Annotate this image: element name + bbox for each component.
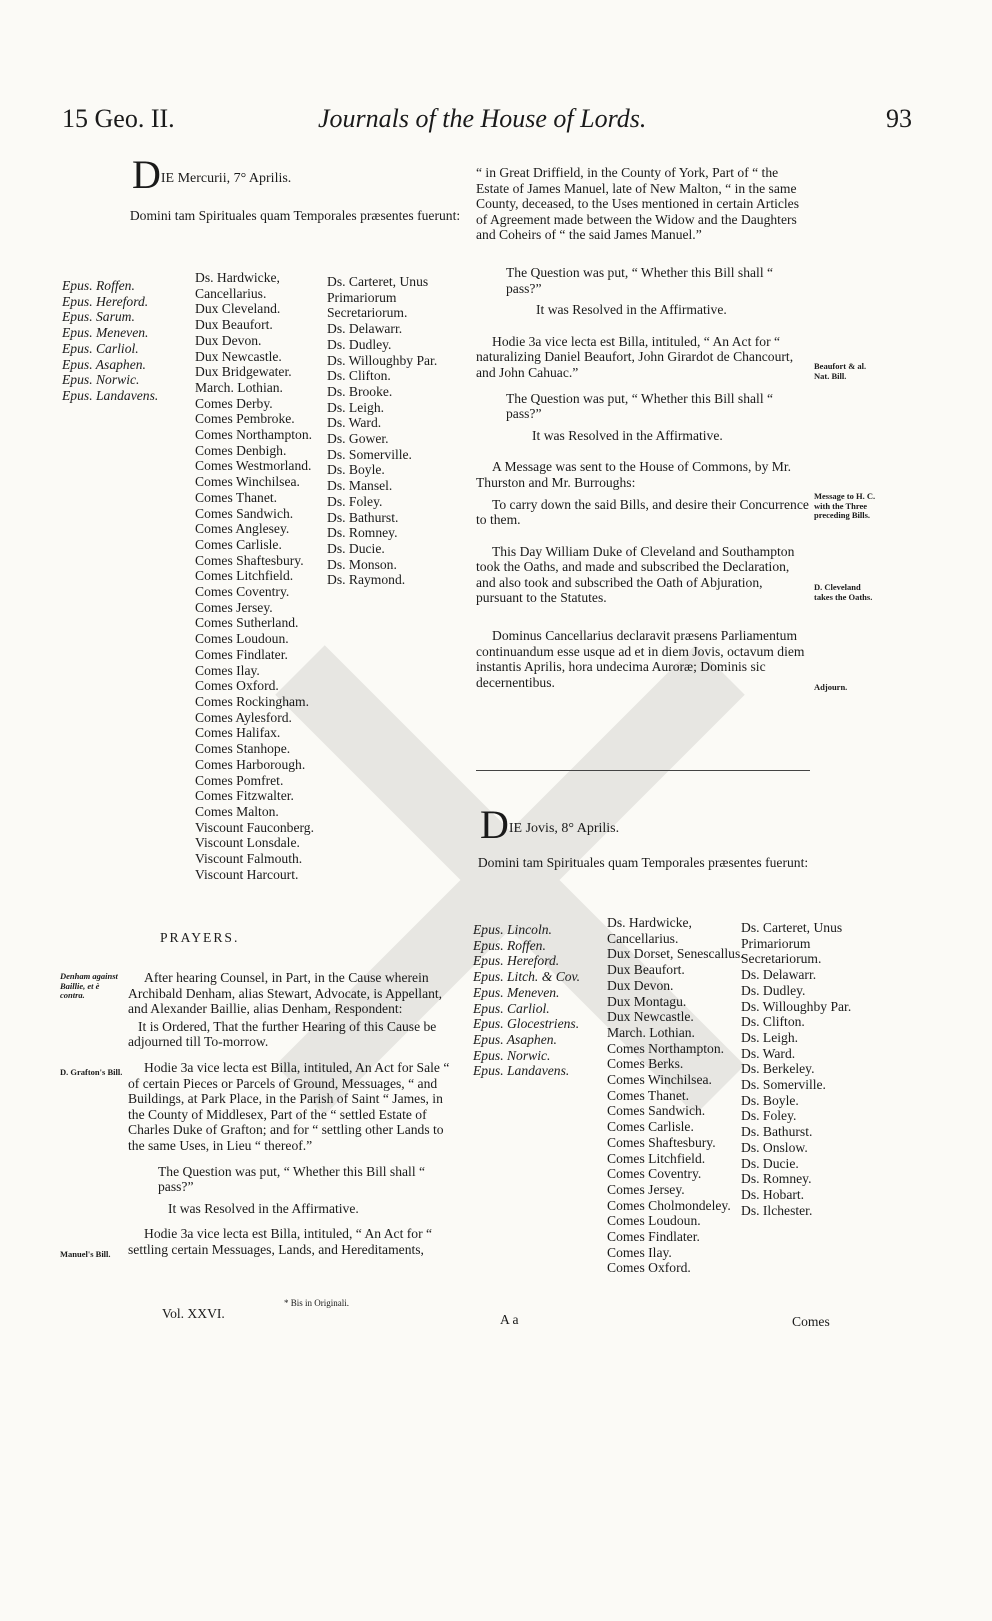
- baron-entry: Ds. Brooke.: [327, 383, 393, 399]
- day1-title: [132, 152, 292, 197]
- peer-entry: March. Lothian.: [195, 379, 283, 395]
- peer-entry: Dux Newcastle.: [195, 348, 282, 364]
- peer-entry: Comes Shaftesbury.: [195, 552, 304, 568]
- peer-entry: Comes Aylesford.: [195, 709, 292, 725]
- margin-note-denham: Denham against Baillie, et è contra.: [60, 971, 118, 1000]
- day1-title-initial: D: [132, 152, 161, 197]
- baron-entry: Ds. Delawarr.: [741, 967, 817, 983]
- peer-entry: Dux Dorset, Senescallus.: [607, 946, 744, 962]
- peer-entry: Ds. Hardwicke, Cancellarius.: [195, 270, 280, 301]
- bishop-entry: Epus. Sarum.: [62, 309, 135, 325]
- margin-note-manuel: Manuel's Bill.: [60, 1249, 111, 1259]
- peer-entry: Comes Coventry.: [607, 1166, 702, 1182]
- peer-entry: Comes Westmorland.: [195, 458, 312, 474]
- peer-entry: Comes Northampton.: [607, 1040, 725, 1056]
- peer-entry: Comes Jersey.: [195, 599, 273, 615]
- baron-entry: Ds. Leigh.: [741, 1029, 799, 1045]
- margin-note-cleveland: D. Cleveland takes the Oaths.: [814, 582, 873, 602]
- resolved-1: It was Resolved in the Affirmative.: [536, 302, 727, 318]
- bishop-entry: Epus. Norwic.: [62, 372, 140, 388]
- catchword: Comes: [792, 1314, 830, 1329]
- baron-entry: Ds. Carteret, Unus Primariorum Secretariorum.: [327, 274, 429, 321]
- bishop-entry: Epus. Landavens.: [473, 1063, 570, 1079]
- peer-entry: Comes Sandwich.: [607, 1103, 706, 1119]
- manuel-bill-paragraph: Hodie 3a vice lecta est Billa, intituled, “ An Act for “ settling certain Messuages, Lands, and Hereditaments,: [128, 1226, 433, 1257]
- peer-entry: Comes Coventry.: [195, 584, 290, 600]
- peer-entry: Comes Stanhope.: [195, 741, 291, 757]
- margin-note-beaufort: Beaufort & al. Nat. Bill.: [814, 361, 867, 381]
- baron-entry: Ds. Foley.: [741, 1108, 797, 1124]
- baron-entry: Ds. Somerville.: [741, 1077, 826, 1093]
- resolved-paragraph: It was Resolved in the Affirmative.: [168, 1200, 359, 1216]
- baron-entry: Ds. Ward.: [327, 415, 382, 431]
- cleveland-oaths-paragraph: This Day William Duke of Cleveland and Southampton took the Oaths, and made and subscribed the Declaration, and also took and subscribed the Oath of Abjuration, pursuant to the Statutes.: [476, 543, 795, 606]
- peer-entry: Comes Pembroke.: [195, 411, 295, 427]
- denham-paragraph: After hearing Counsel, in Part, in the Cause wherein Archibald Denham, alias Stewart, Advocate, is Appellant, and Alexander Baillie, alias Denham, Respondent:: [128, 970, 443, 1017]
- day2-peers-list: [607, 915, 744, 1276]
- peer-entry: Comes Harborough.: [195, 756, 306, 772]
- day1-present-line: Domini tam Spirituales quam Temporales præsentes fuerunt:: [129, 208, 461, 223]
- baron-entry: Ds. Onslow.: [741, 1139, 808, 1155]
- bishop-entry: Epus. Glocestriens.: [473, 1016, 580, 1032]
- margin-note-grafton: D. Grafton's Bill.: [60, 1067, 123, 1077]
- adjournment-paragraph: Dominus Cancellarius declaravit præsens Parliamentum continuandum esse usque ad et in diem Jovis, octavum diem instantis Aprilis, hora undecima Auroræ; Dominis sic decernentibus.: [476, 628, 805, 690]
- baron-entry: Ds. Mansel.: [327, 478, 393, 494]
- margin-note-message: Message to H. C. with the Three preceding Bills.: [814, 491, 876, 520]
- peer-entry: Comes Winchilsea.: [607, 1072, 712, 1088]
- baron-entry: Ds. Leigh.: [327, 399, 385, 415]
- question-paragraph: The Question was put, “ Whether this Bill shall “ pass?”: [158, 1163, 426, 1195]
- peer-entry: Viscount Fauconberg.: [195, 819, 314, 835]
- bishop-entry: Epus. Norwic.: [473, 1047, 551, 1063]
- message-purpose: To carry down the said Bills, and desire their Concurrence to them.: [476, 496, 809, 528]
- peer-entry: Comes Ilay.: [195, 662, 260, 678]
- peer-entry: Comes Findlater.: [195, 646, 288, 662]
- day2-title: [480, 802, 620, 847]
- peer-entry: Comes Litchfield.: [195, 568, 294, 584]
- peer-entry: Comes Thanet.: [607, 1087, 690, 1103]
- day2-barons-list: [741, 920, 869, 1218]
- baron-entry: Ds. Romney.: [327, 525, 398, 541]
- margin-note-adjourn: Adjourn.: [814, 682, 848, 692]
- peer-entry: Comes Denbigh.: [195, 442, 287, 458]
- baron-entry: Ds. Dudley.: [741, 982, 806, 998]
- peer-entry: Comes Loudoun.: [607, 1213, 701, 1229]
- day1-barons-list: [327, 274, 455, 588]
- page-header-title: Journals of the House of Lords.: [318, 104, 647, 133]
- bishop-entry: Epus. Asaphen.: [473, 1031, 557, 1047]
- peer-entry: Dux Bridgewater.: [195, 364, 292, 380]
- left-body: [128, 970, 462, 1258]
- right-body: [476, 165, 810, 690]
- baron-entry: Ds. Monson.: [327, 556, 397, 572]
- peer-entry: Comes Litchfield.: [607, 1150, 706, 1166]
- peer-entry: Comes Winchilsea.: [195, 474, 300, 490]
- bishop-entry: Epus. Meneven.: [473, 984, 560, 1000]
- peer-entry: Comes Malton.: [195, 803, 279, 819]
- peer-entry: Comes Carlisle.: [607, 1119, 694, 1135]
- bishop-entry: Epus. Carliol.: [473, 1000, 550, 1016]
- day2-title-rest: IE Jovis, 8° Aprilis.: [508, 821, 620, 836]
- peer-entry: Viscount Lonsdale.: [195, 835, 300, 851]
- grafton-bill-paragraph: Hodie 3a vice lecta est Billa, intituled, An Act for Sale “ of certain Pieces or Parcels of Ground, Messuages, “ and Buildings, at Park Place, in the Parish of Saint “ James, in the County of Middlesex, Part of the “ settled Estate of Charles Duke of Grafton; and for “ settling other Lands to the same Uses, in Lieu “ thereof.”: [128, 1059, 450, 1153]
- baron-entry: Ds. Ward.: [741, 1045, 796, 1061]
- bishop-entry: Epus. Hereford.: [473, 953, 560, 969]
- peer-entry: Comes Sandwich.: [195, 505, 294, 521]
- baron-entry: Ds. Willoughby Par.: [327, 352, 438, 368]
- peer-entry: Comes Northampton.: [195, 427, 313, 443]
- peer-entry: Dux Montagu.: [607, 993, 687, 1009]
- peer-entry: Viscount Harcourt.: [195, 866, 299, 882]
- peer-entry: Dux Cleveland.: [195, 301, 281, 317]
- footnote: * Bis in Originali.: [284, 1298, 349, 1308]
- peer-entry: Comes Berks.: [607, 1056, 684, 1072]
- baron-entry: Ds. Dudley.: [327, 336, 392, 352]
- peer-entry: Comes Pomfret.: [195, 772, 284, 788]
- baron-entry: Ds. Carteret, Unus Primariorum Secretariorum.: [741, 920, 843, 967]
- baron-entry: Ds. Ilchester.: [741, 1202, 813, 1218]
- baron-entry: Ds. Gower.: [327, 431, 389, 447]
- message-paragraph: A Message was sent to the House of Commons, by Mr. Thurston and Mr. Burroughs:: [476, 459, 792, 490]
- peer-entry: Viscount Falmouth.: [195, 851, 303, 867]
- peer-entry: Comes Anglesey.: [195, 521, 290, 537]
- baron-entry: Ds. Somerville.: [327, 446, 412, 462]
- baron-entry: Ds. Clifton.: [741, 1014, 805, 1030]
- page-header-reign: 15 Geo. II.: [62, 104, 175, 133]
- order-paragraph: It is Ordered, That the further Hearing of this Cause be adjourned till To-morrow.: [128, 1018, 437, 1050]
- bishop-entry: Epus. Roffen.: [473, 937, 546, 953]
- peer-entry: Comes Halifax.: [195, 725, 281, 741]
- baron-entry: Ds. Foley.: [327, 493, 383, 509]
- baron-entry: Ds. Ducie.: [327, 540, 385, 556]
- bishop-entry: Epus. Hereford.: [62, 293, 149, 309]
- peer-entry: Dux Newcastle.: [607, 1009, 694, 1025]
- peer-entry: Dux Beaufort.: [195, 317, 273, 333]
- baron-entry: Ds. Bathurst.: [741, 1124, 813, 1140]
- volume-label: Vol. XXVI.: [162, 1306, 225, 1321]
- baron-entry: Ds. Clifton.: [327, 368, 391, 384]
- peer-entry: Comes Sutherland.: [195, 615, 299, 631]
- day2-present-line: Domini tam Spirituales quam Temporales præsentes fuerunt:: [477, 855, 809, 870]
- peer-entry: Comes Rockingham.: [195, 693, 310, 709]
- peer-entry: Ds. Hardwicke, Cancellarius.: [607, 915, 692, 946]
- baron-entry: Ds. Boyle.: [741, 1092, 799, 1108]
- baron-entry: Ds. Bathurst.: [327, 509, 399, 525]
- peer-entry: Comes Ilay.: [607, 1244, 672, 1260]
- peer-entry: Dux Devon.: [195, 332, 262, 348]
- resolved-2: It was Resolved in the Affirmative.: [532, 427, 723, 443]
- peer-entry: March. Lothian.: [607, 1024, 695, 1040]
- bishop-entry: Epus. Landavens.: [62, 387, 159, 403]
- peer-entry: Comes Shaftesbury.: [607, 1134, 716, 1150]
- beaufort-bill-paragraph: Hodie 3a vice lecta est Billa, intituled, “ An Act for “ naturalizing Daniel Beaufort, John Girardot de Chancourt, and John Cahuac.”: [476, 333, 794, 380]
- baron-entry: Ds. Romney.: [741, 1171, 812, 1187]
- baron-entry: Ds. Delawarr.: [327, 321, 403, 337]
- day2-title-initial: D: [480, 802, 509, 847]
- baron-entry: Ds. Berkeley.: [741, 1061, 815, 1077]
- bishop-entry: Epus. Asaphen.: [62, 356, 146, 372]
- question-1: The Question was put, “ Whether this Bill shall “ pass?”: [506, 264, 774, 296]
- peer-entry: Comes Fitzwalter.: [195, 788, 294, 804]
- peer-entry: Comes Jersey.: [607, 1181, 685, 1197]
- bishop-entry: Epus. Carliol.: [62, 340, 139, 356]
- baron-entry: Ds. Ducie.: [741, 1155, 799, 1171]
- baron-entry: Ds. Hobart.: [741, 1186, 805, 1202]
- manuel-bill-continuation: “ in Great Driffield, in the County of York, Part of “ the Estate of James Manuel, late of New Malton, “ in the same County, deceased, to the Uses mentioned in certain Articles of Agreement made between the Widow and the Daughters and Coheirs of “ the said James Manuel.”: [476, 165, 800, 243]
- bishop-entry: Epus. Lincoln.: [473, 922, 552, 937]
- peer-entry: Comes Findlater.: [607, 1229, 700, 1245]
- peer-entry: Comes Carlisle.: [195, 536, 282, 552]
- peer-entry: Comes Derby.: [195, 395, 273, 411]
- day1-title-rest: IE Mercurii, 7° Aprilis.: [160, 171, 292, 186]
- baron-entry: Ds. Boyle.: [327, 462, 385, 478]
- signature-mark: A a: [500, 1312, 519, 1327]
- peer-entry: Comes Oxford.: [195, 678, 279, 694]
- peer-entry: Dux Beaufort.: [607, 962, 685, 978]
- day1-bishops-list: [62, 278, 158, 404]
- bishop-entry: Epus. Meneven.: [62, 325, 149, 341]
- baron-entry: Ds. Willoughby Par.: [741, 998, 852, 1014]
- bishop-entry: Epus. Litch. & Cov.: [473, 969, 580, 985]
- bishop-entry: Epus. Roffen.: [62, 278, 135, 293]
- day1-peers-list: [195, 270, 323, 882]
- peer-entry: Comes Thanet.: [195, 489, 278, 505]
- baron-entry: Ds. Raymond.: [327, 572, 406, 588]
- day2-bishops-list: [473, 922, 580, 1079]
- peer-entry: Comes Loudoun.: [195, 631, 289, 647]
- page-number: 93: [886, 104, 912, 133]
- peer-entry: Comes Cholmondeley.: [607, 1197, 731, 1213]
- question-2: The Question was put, “ Whether this Bill shall “ pass?”: [506, 390, 774, 422]
- peer-entry: Comes Oxford.: [607, 1260, 691, 1276]
- prayers-heading: PRAYERS.: [160, 930, 240, 945]
- peer-entry: Dux Devon.: [607, 977, 674, 993]
- section-divider: [476, 770, 810, 771]
